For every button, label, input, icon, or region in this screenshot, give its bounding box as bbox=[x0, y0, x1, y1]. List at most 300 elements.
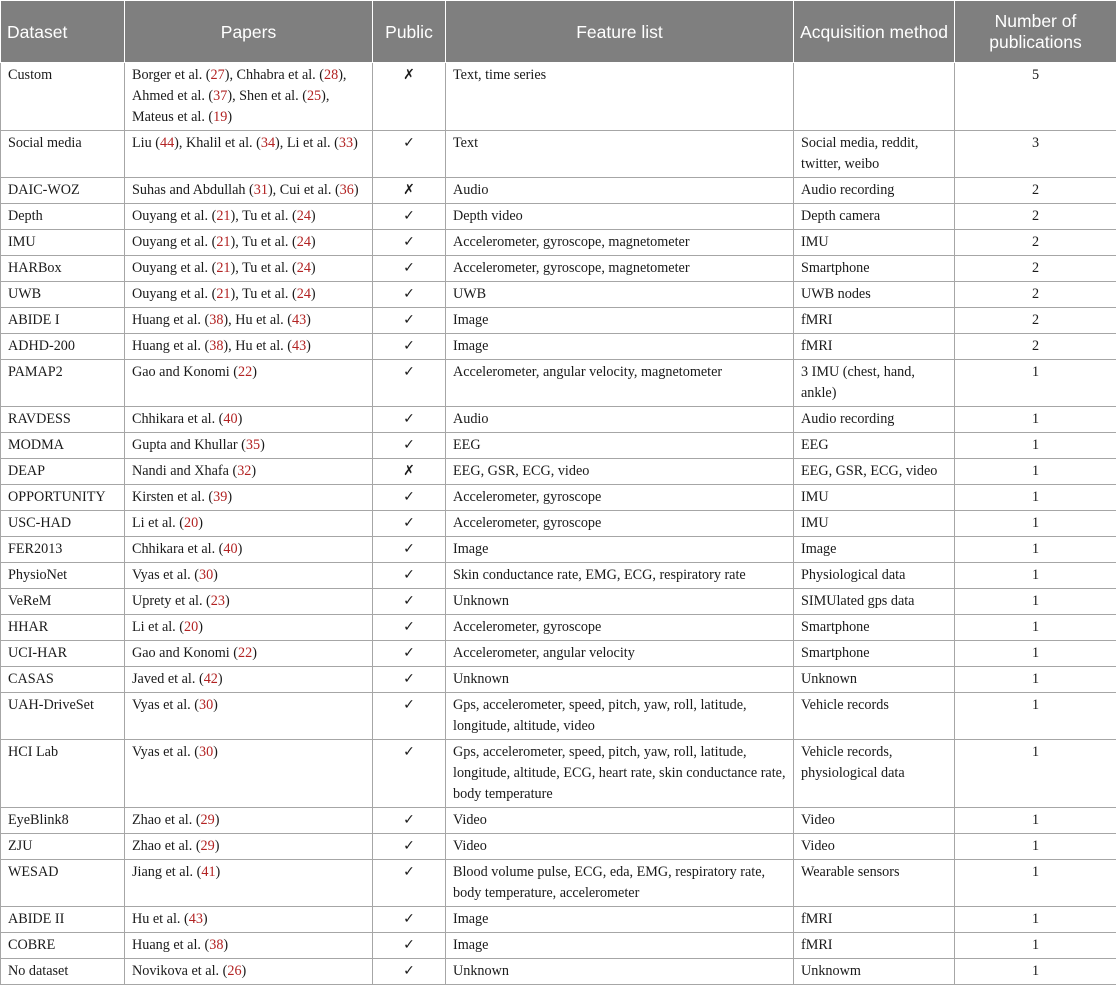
reference-link[interactable]: 20 bbox=[184, 619, 198, 635]
table-row bbox=[1, 615, 1116, 641]
acquisition-cell: EEG bbox=[794, 433, 955, 459]
table-row bbox=[1, 230, 1116, 256]
acquisition-cell: Smartphone bbox=[794, 641, 955, 667]
table-row bbox=[1, 808, 1116, 834]
public-cell: ✓ bbox=[373, 204, 446, 230]
paper-author: Ouyang et al. ( bbox=[132, 234, 216, 250]
reference-link[interactable]: 24 bbox=[297, 234, 311, 250]
papers-cell bbox=[125, 537, 373, 563]
papers-cell bbox=[125, 230, 373, 256]
reference-link[interactable]: 24 bbox=[297, 260, 311, 276]
features-cell: Audio bbox=[446, 407, 794, 433]
count-cell: 2 bbox=[955, 230, 1116, 256]
dataset-cell: HCI Lab bbox=[1, 740, 125, 808]
features-cell: UWB bbox=[446, 282, 794, 308]
dataset-cell: Social media bbox=[1, 131, 125, 178]
public-cell: ✓ bbox=[373, 834, 446, 860]
paper-suffix: ), bbox=[338, 67, 346, 83]
table-row bbox=[1, 860, 1116, 907]
table-row bbox=[1, 693, 1116, 740]
paper-suffix: ) bbox=[223, 937, 228, 953]
features-cell: Image bbox=[446, 537, 794, 563]
reference-link[interactable]: 38 bbox=[209, 937, 223, 953]
table-header bbox=[1, 1, 1116, 63]
paper-author: Chhikara et al. ( bbox=[132, 541, 223, 557]
acquisition-cell: Smartphone bbox=[794, 615, 955, 641]
public-cell: ✓ bbox=[373, 959, 446, 985]
features-cell: Blood volume pulse, ECG, eda, EMG, respiratory rate, body temperature, accelerometer bbox=[446, 860, 794, 907]
acquisition-cell: Image bbox=[794, 537, 955, 563]
count-cell: 2 bbox=[955, 178, 1116, 204]
paper-author: Hu et al. ( bbox=[235, 338, 292, 354]
table-row bbox=[1, 131, 1116, 178]
features-cell: Image bbox=[446, 933, 794, 959]
dataset-cell: ZJU bbox=[1, 834, 125, 860]
count-cell: 1 bbox=[955, 511, 1116, 537]
features-cell: Depth video bbox=[446, 204, 794, 230]
acquisition-cell: Video bbox=[794, 834, 955, 860]
reference-link[interactable]: 30 bbox=[199, 567, 213, 583]
paper-author: Tu et al. ( bbox=[242, 234, 297, 250]
features-cell: Gps, accelerometer, speed, pitch, yaw, roll, latitude, longitude, altitude, video bbox=[446, 693, 794, 740]
reference-link[interactable]: 22 bbox=[238, 645, 252, 661]
dataset-cell: UAH-DriveSet bbox=[1, 693, 125, 740]
dataset-cell: FER2013 bbox=[1, 537, 125, 563]
paper-suffix: ) bbox=[213, 744, 218, 760]
count-cell: 1 bbox=[955, 615, 1116, 641]
paper-author: Chhikara et al. ( bbox=[132, 411, 223, 427]
count-cell: 2 bbox=[955, 282, 1116, 308]
dataset-cell: UWB bbox=[1, 282, 125, 308]
acquisition-cell: EEG, GSR, ECG, video bbox=[794, 459, 955, 485]
features-cell: Unknown bbox=[446, 959, 794, 985]
reference-link[interactable]: 30 bbox=[199, 697, 213, 713]
dataset-cell: Custom bbox=[1, 63, 125, 131]
table-row bbox=[1, 256, 1116, 282]
table-body bbox=[1, 63, 1116, 985]
papers-cell bbox=[125, 933, 373, 959]
features-cell: Video bbox=[446, 834, 794, 860]
reference-link[interactable]: 30 bbox=[199, 744, 213, 760]
paper-author: Uprety et al. ( bbox=[132, 593, 211, 609]
papers-cell bbox=[125, 641, 373, 667]
paper-author: Ouyang et al. ( bbox=[132, 208, 216, 224]
dataset-cell: HARBox bbox=[1, 256, 125, 282]
paper-suffix: ) bbox=[225, 593, 230, 609]
acquisition-cell: Vehicle records bbox=[794, 693, 955, 740]
acquisition-cell: Unknown bbox=[794, 667, 955, 693]
acquisition-cell: Unknowm bbox=[794, 959, 955, 985]
paper-author: Vyas et al. ( bbox=[132, 697, 199, 713]
count-cell: 3 bbox=[955, 131, 1116, 178]
dataset-cell: PhysioNet bbox=[1, 563, 125, 589]
dataset-cell: ABIDE I bbox=[1, 308, 125, 334]
dataset-cell: MODMA bbox=[1, 433, 125, 459]
count-cell: 1 bbox=[955, 433, 1116, 459]
paper-suffix: ) bbox=[311, 286, 316, 302]
table-row bbox=[1, 834, 1116, 860]
table-row bbox=[1, 459, 1116, 485]
table-row bbox=[1, 907, 1116, 933]
count-cell: 1 bbox=[955, 485, 1116, 511]
public-cell: ✓ bbox=[373, 282, 446, 308]
public-cell: ✗ bbox=[373, 459, 446, 485]
reference-link[interactable]: 23 bbox=[211, 593, 225, 609]
reference-link[interactable]: 41 bbox=[201, 864, 215, 880]
acquisition-cell: fMRI bbox=[794, 907, 955, 933]
acquisition-cell: Smartphone bbox=[794, 256, 955, 282]
papers-cell bbox=[125, 693, 373, 740]
features-cell: Text, time series bbox=[446, 63, 794, 131]
paper-author: Gupta and Khullar ( bbox=[132, 437, 246, 453]
paper-author: Hu et al. ( bbox=[132, 911, 189, 927]
reference-link[interactable]: 38 bbox=[209, 338, 223, 354]
acquisition-cell: fMRI bbox=[794, 334, 955, 360]
acquisition-cell: IMU bbox=[794, 485, 955, 511]
features-cell: Accelerometer, gyroscope bbox=[446, 511, 794, 537]
reference-link[interactable]: 26 bbox=[227, 963, 241, 979]
header-acquisition: Acquisition method bbox=[794, 1, 955, 63]
paper-author: Vyas et al. ( bbox=[132, 744, 199, 760]
reference-link[interactable]: 20 bbox=[184, 515, 198, 531]
public-cell: ✓ bbox=[373, 485, 446, 511]
paper-suffix: ) bbox=[311, 234, 316, 250]
dataset-cell: Depth bbox=[1, 204, 125, 230]
features-cell: Skin conductance rate, EMG, ECG, respiratory rate bbox=[446, 563, 794, 589]
features-cell: Unknown bbox=[446, 589, 794, 615]
table-row bbox=[1, 204, 1116, 230]
reference-link[interactable]: 33 bbox=[339, 135, 353, 151]
public-cell: ✓ bbox=[373, 230, 446, 256]
dataset-cell: EyeBlink8 bbox=[1, 808, 125, 834]
paper-suffix: ) bbox=[227, 489, 232, 505]
public-cell: ✓ bbox=[373, 537, 446, 563]
reference-link[interactable]: 21 bbox=[216, 260, 230, 276]
paper-author: Gao and Konomi ( bbox=[132, 645, 238, 661]
header-dataset: Dataset bbox=[1, 1, 125, 63]
public-cell: ✓ bbox=[373, 808, 446, 834]
features-cell: Accelerometer, angular velocity, magnetometer bbox=[446, 360, 794, 407]
papers-cell bbox=[125, 740, 373, 808]
papers-cell bbox=[125, 178, 373, 204]
public-cell: ✗ bbox=[373, 63, 446, 131]
acquisition-cell: fMRI bbox=[794, 308, 955, 334]
table-row bbox=[1, 178, 1116, 204]
papers-cell bbox=[125, 834, 373, 860]
count-cell: 1 bbox=[955, 641, 1116, 667]
papers-cell bbox=[125, 433, 373, 459]
public-cell: ✓ bbox=[373, 667, 446, 693]
reference-link[interactable]: 25 bbox=[307, 88, 321, 104]
count-cell: 1 bbox=[955, 360, 1116, 407]
paper-suffix: ), bbox=[268, 182, 280, 198]
paper-suffix: ), bbox=[231, 208, 243, 224]
count-cell: 1 bbox=[955, 563, 1116, 589]
paper-suffix: ) bbox=[306, 312, 311, 328]
reference-link[interactable]: 44 bbox=[160, 135, 174, 151]
public-cell: ✓ bbox=[373, 740, 446, 808]
paper-suffix: ), bbox=[275, 135, 287, 151]
dataset-cell: ADHD-200 bbox=[1, 334, 125, 360]
paper-suffix: ), bbox=[231, 234, 243, 250]
features-cell: Image bbox=[446, 334, 794, 360]
features-cell: Text bbox=[446, 131, 794, 178]
dataset-cell: DEAP bbox=[1, 459, 125, 485]
table-row bbox=[1, 485, 1116, 511]
count-cell: 1 bbox=[955, 693, 1116, 740]
features-cell: Accelerometer, gyroscope bbox=[446, 615, 794, 641]
paper-author: Suhas and Abdullah ( bbox=[132, 182, 254, 198]
header-features: Feature list bbox=[446, 1, 794, 63]
paper-author: Zhao et al. ( bbox=[132, 812, 201, 828]
features-cell: Accelerometer, angular velocity bbox=[446, 641, 794, 667]
dataset-cell: OPPORTUNITY bbox=[1, 485, 125, 511]
paper-suffix: ) bbox=[251, 463, 256, 479]
reference-link[interactable]: 21 bbox=[216, 234, 230, 250]
dataset-cell: COBRE bbox=[1, 933, 125, 959]
acquisition-cell: Physiological data bbox=[794, 563, 955, 589]
paper-author: Shen et al. ( bbox=[239, 88, 307, 104]
reference-link[interactable]: 29 bbox=[201, 838, 215, 854]
features-cell: EEG bbox=[446, 433, 794, 459]
paper-author: Cui et al. ( bbox=[280, 182, 340, 198]
paper-author: Li et al. ( bbox=[132, 515, 184, 531]
reference-link[interactable]: 24 bbox=[297, 286, 311, 302]
public-cell: ✓ bbox=[373, 693, 446, 740]
dataset-cell: RAVDESS bbox=[1, 407, 125, 433]
reference-link[interactable]: 38 bbox=[209, 312, 223, 328]
paper-author: Ouyang et al. ( bbox=[132, 286, 216, 302]
features-cell: Gps, accelerometer, speed, pitch, yaw, roll, latitude, longitude, altitude, ECG, heart rate, skin conductance rate, body temperature bbox=[446, 740, 794, 808]
reference-link[interactable]: 39 bbox=[213, 489, 227, 505]
paper-suffix: ) bbox=[260, 437, 265, 453]
features-cell: Accelerometer, gyroscope, magnetometer bbox=[446, 256, 794, 282]
table-row bbox=[1, 537, 1116, 563]
reference-link[interactable]: 19 bbox=[213, 109, 227, 125]
reference-link[interactable]: 36 bbox=[340, 182, 354, 198]
reference-link[interactable]: 42 bbox=[204, 671, 218, 687]
reference-link[interactable]: 43 bbox=[292, 338, 306, 354]
acquisition-cell: UWB nodes bbox=[794, 282, 955, 308]
table-row bbox=[1, 308, 1116, 334]
paper-suffix: ) bbox=[227, 109, 232, 125]
papers-cell bbox=[125, 615, 373, 641]
dataset-cell: CASAS bbox=[1, 667, 125, 693]
paper-suffix: ) bbox=[215, 812, 220, 828]
public-cell: ✓ bbox=[373, 615, 446, 641]
acquisition-cell: Video bbox=[794, 808, 955, 834]
features-cell: Image bbox=[446, 907, 794, 933]
paper-suffix: ) bbox=[216, 864, 221, 880]
paper-suffix: ), bbox=[231, 260, 243, 276]
papers-cell bbox=[125, 308, 373, 334]
dataset-cell: ABIDE II bbox=[1, 907, 125, 933]
paper-author: Kirsten et al. ( bbox=[132, 489, 213, 505]
reference-link[interactable]: 35 bbox=[246, 437, 260, 453]
features-cell: Image bbox=[446, 308, 794, 334]
papers-cell bbox=[125, 334, 373, 360]
papers-cell bbox=[125, 407, 373, 433]
paper-author: Khalil et al. ( bbox=[186, 135, 261, 151]
acquisition-cell: Vehicle records, physiological data bbox=[794, 740, 955, 808]
papers-cell bbox=[125, 360, 373, 407]
count-cell: 5 bbox=[955, 63, 1116, 131]
paper-author: Ouyang et al. ( bbox=[132, 260, 216, 276]
acquisition-cell: IMU bbox=[794, 230, 955, 256]
paper-suffix: ), bbox=[321, 88, 329, 104]
table-row bbox=[1, 360, 1116, 407]
public-cell: ✓ bbox=[373, 933, 446, 959]
papers-cell bbox=[125, 63, 373, 131]
acquisition-cell: Audio recording bbox=[794, 178, 955, 204]
dataset-cell: PAMAP2 bbox=[1, 360, 125, 407]
reference-link[interactable]: 34 bbox=[261, 135, 275, 151]
count-cell: 1 bbox=[955, 959, 1116, 985]
reference-link[interactable]: 43 bbox=[189, 911, 203, 927]
papers-cell bbox=[125, 131, 373, 178]
paper-suffix: ) bbox=[354, 182, 359, 198]
acquisition-cell: Wearable sensors bbox=[794, 860, 955, 907]
reference-link[interactable]: 43 bbox=[292, 312, 306, 328]
table-row bbox=[1, 563, 1116, 589]
dataset-cell: DAIC-WOZ bbox=[1, 178, 125, 204]
reference-link[interactable]: 29 bbox=[201, 812, 215, 828]
reference-link[interactable]: 22 bbox=[238, 364, 252, 380]
public-cell: ✓ bbox=[373, 641, 446, 667]
table-row bbox=[1, 959, 1116, 985]
count-cell: 2 bbox=[955, 334, 1116, 360]
paper-author: Ahmed et al. ( bbox=[132, 88, 213, 104]
paper-suffix: ), bbox=[223, 338, 235, 354]
paper-suffix: ) bbox=[242, 963, 247, 979]
acquisition-cell: Social media, reddit, twitter, weibo bbox=[794, 131, 955, 178]
paper-suffix: ) bbox=[252, 645, 257, 661]
paper-author: Mateus et al. ( bbox=[132, 109, 213, 125]
public-cell: ✓ bbox=[373, 860, 446, 907]
paper-author: Tu et al. ( bbox=[242, 260, 297, 276]
features-cell: Video bbox=[446, 808, 794, 834]
public-cell: ✓ bbox=[373, 131, 446, 178]
public-cell: ✓ bbox=[373, 907, 446, 933]
reference-link[interactable]: 32 bbox=[237, 463, 251, 479]
paper-author: Liu ( bbox=[132, 135, 160, 151]
papers-cell bbox=[125, 563, 373, 589]
papers-cell bbox=[125, 282, 373, 308]
count-cell: 1 bbox=[955, 589, 1116, 615]
papers-cell bbox=[125, 459, 373, 485]
paper-suffix: ), bbox=[174, 135, 186, 151]
reference-link[interactable]: 40 bbox=[223, 541, 237, 557]
table-row bbox=[1, 740, 1116, 808]
count-cell: 1 bbox=[955, 740, 1116, 808]
paper-author: Huang et al. ( bbox=[132, 312, 209, 328]
paper-author: Zhao et al. ( bbox=[132, 838, 201, 854]
papers-cell bbox=[125, 256, 373, 282]
papers-cell bbox=[125, 589, 373, 615]
header-public: Public bbox=[373, 1, 446, 63]
dataset-cell: WESAD bbox=[1, 860, 125, 907]
paper-author: Borger et al. ( bbox=[132, 67, 211, 83]
reference-link[interactable]: 40 bbox=[223, 411, 237, 427]
count-cell: 2 bbox=[955, 204, 1116, 230]
acquisition-cell: fMRI bbox=[794, 933, 955, 959]
reference-link[interactable]: 28 bbox=[324, 67, 338, 83]
paper-suffix: ) bbox=[311, 208, 316, 224]
features-cell: Audio bbox=[446, 178, 794, 204]
paper-suffix: ) bbox=[198, 515, 203, 531]
paper-author: Hu et al. ( bbox=[235, 312, 292, 328]
table-row bbox=[1, 433, 1116, 459]
paper-suffix: ) bbox=[218, 671, 223, 687]
count-cell: 1 bbox=[955, 933, 1116, 959]
acquisition-cell bbox=[794, 63, 955, 131]
count-cell: 1 bbox=[955, 808, 1116, 834]
papers-cell bbox=[125, 485, 373, 511]
reference-link[interactable]: 27 bbox=[211, 67, 225, 83]
paper-suffix: ), bbox=[225, 67, 237, 83]
public-cell: ✓ bbox=[373, 511, 446, 537]
paper-suffix: ), bbox=[223, 312, 235, 328]
paper-suffix: ) bbox=[213, 567, 218, 583]
count-cell: 1 bbox=[955, 459, 1116, 485]
reference-link[interactable]: 21 bbox=[216, 286, 230, 302]
paper-suffix: ) bbox=[252, 364, 257, 380]
paper-suffix: ) bbox=[306, 338, 311, 354]
count-cell: 2 bbox=[955, 308, 1116, 334]
table-row bbox=[1, 641, 1116, 667]
public-cell: ✓ bbox=[373, 433, 446, 459]
paper-author: Chhabra et al. ( bbox=[237, 67, 324, 83]
header-count: Number of publications bbox=[955, 1, 1116, 63]
dataset-cell: USC-HAD bbox=[1, 511, 125, 537]
papers-cell bbox=[125, 667, 373, 693]
paper-author: Huang et al. ( bbox=[132, 338, 209, 354]
public-cell: ✓ bbox=[373, 308, 446, 334]
public-cell: ✓ bbox=[373, 589, 446, 615]
papers-cell bbox=[125, 204, 373, 230]
reference-link[interactable]: 21 bbox=[216, 208, 230, 224]
paper-author: Li et al. ( bbox=[287, 135, 339, 151]
header-papers: Papers bbox=[125, 1, 373, 63]
dataset-cell: VeReM bbox=[1, 589, 125, 615]
public-cell: ✓ bbox=[373, 334, 446, 360]
acquisition-cell: SIMUlated gps data bbox=[794, 589, 955, 615]
count-cell: 1 bbox=[955, 667, 1116, 693]
papers-cell bbox=[125, 511, 373, 537]
reference-link[interactable]: 24 bbox=[297, 208, 311, 224]
count-cell: 2 bbox=[955, 256, 1116, 282]
table-row bbox=[1, 334, 1116, 360]
dataset-cell: HHAR bbox=[1, 615, 125, 641]
reference-link[interactable]: 31 bbox=[254, 182, 268, 198]
paper-suffix: ) bbox=[311, 260, 316, 276]
table-row bbox=[1, 933, 1116, 959]
paper-author: Nandi and Xhafa ( bbox=[132, 463, 237, 479]
paper-suffix: ) bbox=[203, 911, 208, 927]
paper-author: Huang et al. ( bbox=[132, 937, 209, 953]
paper-author: Jiang et al. ( bbox=[132, 864, 201, 880]
papers-cell bbox=[125, 907, 373, 933]
acquisition-cell: Depth camera bbox=[794, 204, 955, 230]
papers-cell bbox=[125, 808, 373, 834]
dataset-cell: UCI-HAR bbox=[1, 641, 125, 667]
paper-suffix: ) bbox=[213, 697, 218, 713]
table-row bbox=[1, 63, 1116, 131]
reference-link[interactable]: 37 bbox=[213, 88, 227, 104]
dataset-cell: IMU bbox=[1, 230, 125, 256]
paper-author: Tu et al. ( bbox=[242, 208, 297, 224]
count-cell: 1 bbox=[955, 907, 1116, 933]
